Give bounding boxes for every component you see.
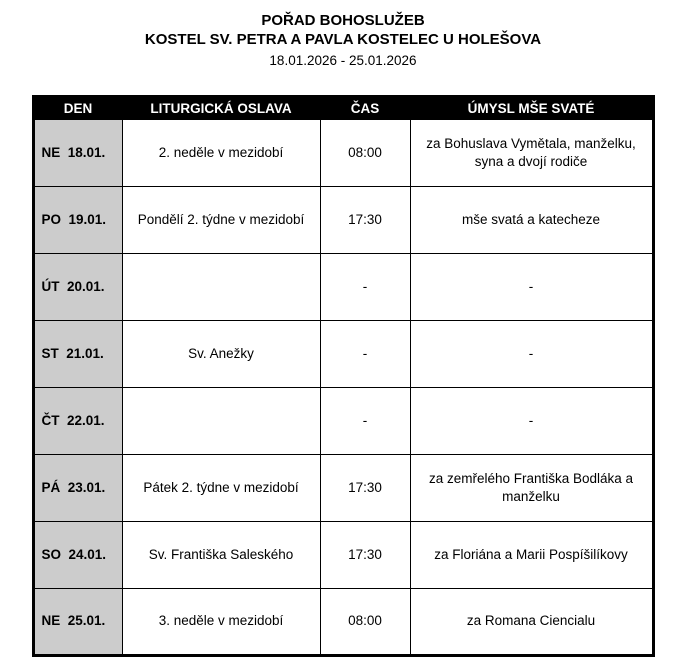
cell-cas: 17:30 <box>320 187 410 254</box>
cell-umysl: za Romana Ciencialu <box>410 589 653 656</box>
page-subtitle: KOSTEL SV. PETRA A PAVLA KOSTELEC U HOLEŠOVA <box>144 31 542 48</box>
cell-oslava <box>122 388 320 455</box>
cell-den: NE 25.01. <box>33 589 122 656</box>
cell-cas: 17:30 <box>320 522 410 589</box>
table-row <box>33 589 653 656</box>
page-title: POŘAD BOHOSLUŽEB <box>261 12 425 29</box>
cell-umysl: - <box>410 254 653 321</box>
table-row <box>33 187 653 254</box>
cell-oslava <box>122 254 320 321</box>
cell-oslava: Pátek 2. týdne v mezidobí <box>122 455 320 522</box>
cell-den: NE 18.01. <box>33 120 122 187</box>
cell-den: PO 19.01. <box>33 187 122 254</box>
cell-umysl: za Floriána a Marii Pospíšilíkovy <box>410 522 653 589</box>
cell-den: SO 24.01. <box>33 522 122 589</box>
cell-umysl: za zemřelého Františka Bodláka a manželku <box>410 455 653 522</box>
date-range: 18.01.2026 - 25.01.2026 <box>269 53 417 68</box>
column-header-cas: ČAS <box>320 97 410 120</box>
cell-cas: 08:00 <box>320 120 410 187</box>
cell-den: PÁ 23.01. <box>33 455 122 522</box>
table-row <box>33 321 653 388</box>
cell-umysl: za Bohuslava Vymětala, manželku, syna a dvojí rodiče <box>410 120 653 187</box>
cell-oslava: Sv. Františka Saleského <box>122 522 320 589</box>
table-body <box>33 120 653 656</box>
schedule-table <box>32 95 655 657</box>
cell-cas: 17:30 <box>320 455 410 522</box>
table-row <box>33 388 653 455</box>
cell-umysl: - <box>410 321 653 388</box>
cell-den: ÚT 20.01. <box>33 254 122 321</box>
document-header <box>0 11 686 70</box>
cell-den: ČT 22.01. <box>33 388 122 455</box>
table-row <box>33 455 653 522</box>
cell-oslava: Sv. Anežky <box>122 321 320 388</box>
cell-cas: 08:00 <box>320 589 410 656</box>
column-header-umysl: ÚMYSL MŠE SVATÉ <box>410 97 653 120</box>
table-row <box>33 522 653 589</box>
column-header-oslava: LITURGICKÁ OSLAVA <box>122 97 320 120</box>
cell-cas: - <box>320 321 410 388</box>
cell-oslava: 2. neděle v mezidobí <box>122 120 320 187</box>
cell-umysl: mše svatá a katecheze <box>410 187 653 254</box>
cell-cas: - <box>320 254 410 321</box>
table-row <box>33 254 653 321</box>
cell-cas: - <box>320 388 410 455</box>
cell-umysl: - <box>410 388 653 455</box>
cell-oslava: 3. neděle v mezidobí <box>122 589 320 656</box>
cell-oslava: Pondělí 2. týdne v mezidobí <box>122 187 320 254</box>
cell-den: ST 21.01. <box>33 321 122 388</box>
table-header-row <box>33 97 653 120</box>
table-row <box>33 120 653 187</box>
column-header-den: DEN <box>33 97 122 120</box>
